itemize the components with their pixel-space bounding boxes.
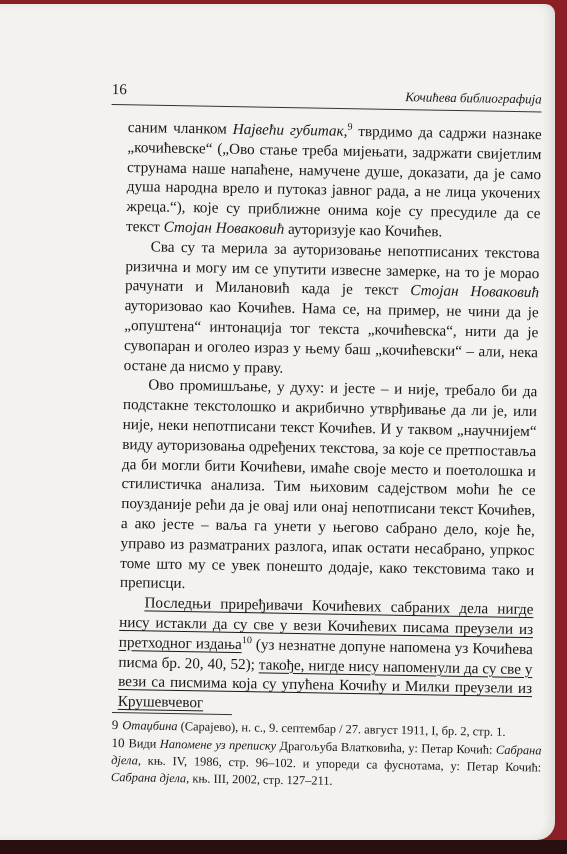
footnote-number: 10 xyxy=(111,734,125,751)
text-run: (Сарајево), н. с., 9. септембар / 27. август 1911, I, бр. 2, стр. 1. xyxy=(177,719,506,739)
italic-title: Напомене уз преписку xyxy=(159,736,277,753)
text-run: Сва су та мерила за ауторизовање непотписаних текстова ризична и могу им се упутити извесне замерке, на то је морао рачунати и Милановић када је текст xyxy=(124,238,540,300)
italic-title: Стојан Новаковић xyxy=(410,282,540,302)
text-run: , xyxy=(343,122,348,140)
text-run: , књ. III, 2002, стр. 127–211. xyxy=(186,771,333,788)
text-run: ауторизовао као Кочићев. Нама се, на пример, не чини да је „опуштена“ интонација тог текста „кочићевска“, нити да је сувопаран и оголео израз у њему баш „кочићевски“ – али, нека остане да нисмо у праву. xyxy=(123,297,539,377)
text-run: (уз незнатне допуне напомена уз Кочићева писма бр. 20, 40, 52); xyxy=(118,635,533,673)
paragraph-3: Ово промишљање, у духу: и јесте – и није, требало би да подстакне текстолошко и акрибично утврђивање да ли је, или није, неки непотписани текст Кочићев. И у таквом „научнијем“ виду ауторизовања одређених текстова, за које се претпоставља да би могли бити Кочићеви, имаће своје место и поетолошка и стилистичка анализа. Тим њиховим садејством моћи ће се поузданије рећи да је овај или онај непотписани текст Кочићев, а ако јесте – ваља га унети у његово сабрано дело, које ће, управо из разматраних разлога, ипак остати несабрано, упркос томе што му се увек понешто додаје, како текстовима тако и преписци. xyxy=(119,376,538,593)
italic-title: Највећи губитак xyxy=(232,120,344,140)
footnote-ref: 9 xyxy=(347,121,353,133)
underlined-text: Последњи приређивачи Кочићевих сабраних дела нигде нису истакли да су све у вези Кочићевих писама преузели из претходног издања xyxy=(118,594,534,653)
text-run: тврдимо да садржи назнаке „кочићевске“ („Ово стање треба мијењати, задржати свијетлим струнама наше напаћене, намучене душе, доказати, да је само душа народна врело и путоказ јавног рада, а не лица укочених жреца.“), које су приближне онима које су пресудиле да се текст xyxy=(125,122,542,236)
book-page xyxy=(0,4,555,840)
running-title: Кочићева библиографија xyxy=(405,89,542,107)
underlined-text: такође, нигде нису напоменули да су све у вези са писмима која су упућена Кочићу и Милки преузели из Крушевчевог xyxy=(117,655,533,712)
footnotes xyxy=(111,716,542,793)
italic-title: Стојан Новаковић xyxy=(163,218,285,238)
background-edge xyxy=(0,840,567,854)
text-run: ауторизује као Кочићев. xyxy=(284,220,443,241)
paragraph-1 xyxy=(126,118,542,244)
text-run: , књ. IV, 1986, стр. 96–102. и упореди са фуснотама, у: Петар Кочић: xyxy=(137,753,542,775)
page-header xyxy=(112,80,542,113)
paragraph-2 xyxy=(124,237,540,383)
main-text xyxy=(118,118,542,719)
text-run: Види xyxy=(128,736,160,751)
page-number: 16 xyxy=(111,81,127,99)
italic-title: Сабрана дјела xyxy=(111,742,542,768)
footnote-10 xyxy=(111,734,542,793)
text-run: саним чланком xyxy=(127,118,233,138)
italic-title: Сабрана дјела xyxy=(110,769,187,786)
italic-title: Отаџбина xyxy=(122,718,178,734)
text-run: Драгољуба Влатковића, у: Петар Кочић: xyxy=(275,738,497,757)
footnote-ref: 10 xyxy=(241,634,253,646)
paragraph-4 xyxy=(118,593,534,719)
footnote-number: 9 xyxy=(111,716,119,733)
